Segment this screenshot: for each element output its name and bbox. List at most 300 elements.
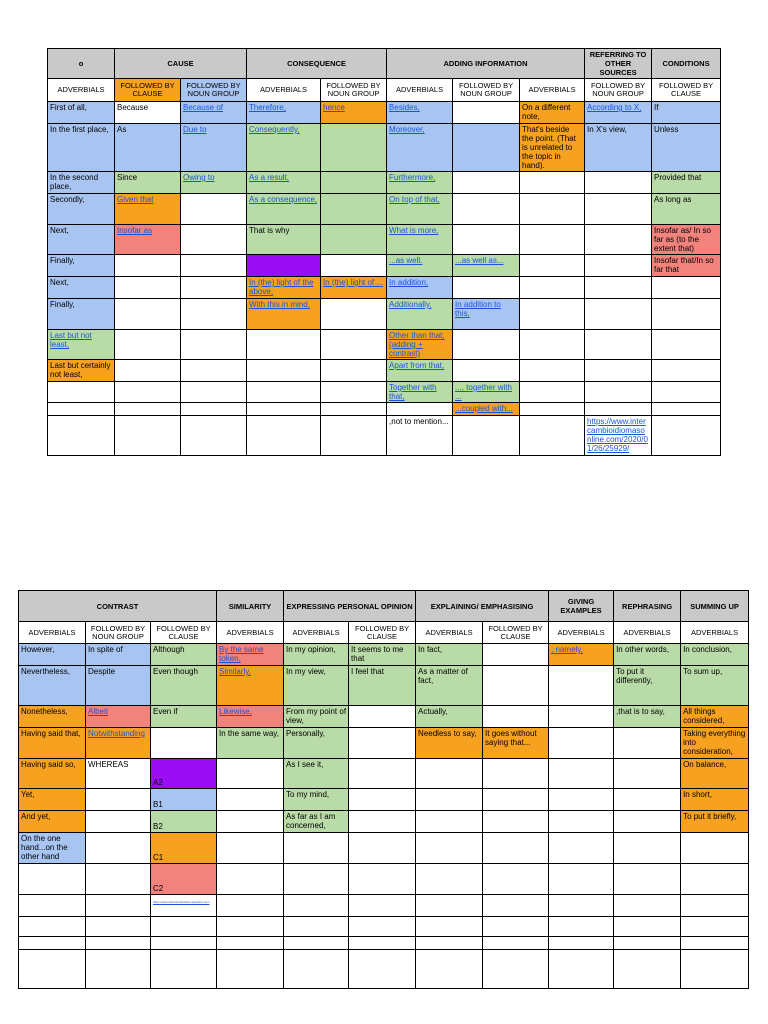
table-cell [416, 789, 483, 811]
table-cell: ,that is to say, [614, 706, 681, 728]
table-cell [652, 416, 721, 456]
table-cell [86, 937, 151, 950]
table-cell: In the first place, [48, 124, 115, 172]
table-cell [284, 950, 349, 989]
cell-link[interactable]: As a consequence, [249, 195, 318, 204]
table-cell [483, 917, 549, 937]
table-cell [585, 172, 652, 194]
cell-link[interactable]: Likewise, [219, 707, 252, 716]
table-cell [652, 403, 721, 416]
table-cell [549, 895, 614, 917]
table-cell [321, 382, 387, 403]
level-a2-cell: A2 [151, 759, 217, 789]
table-cell [151, 950, 217, 989]
level-b2-cell: B2 [151, 811, 217, 833]
table-cell [321, 194, 387, 225]
subheader: FOLLOWED BY NOUN GROUP [585, 79, 652, 102]
table-cell [115, 277, 181, 299]
table-cell: It seems to me that [349, 644, 416, 666]
table-cell [349, 937, 416, 950]
table-cell: Nevertheless, [19, 666, 86, 706]
cell-link[interactable]: As a result, [249, 173, 290, 182]
table-cell [416, 917, 483, 937]
header-summing-up: SUMMING UP [681, 591, 749, 622]
table-cell [585, 360, 652, 382]
header-explaining: EXPLAINING/ EMPHASISING [416, 591, 549, 622]
table-cell [681, 833, 749, 864]
table-cell: In fact, [416, 644, 483, 666]
connectors-table-1 [47, 48, 721, 456]
table-cell [321, 330, 387, 360]
table-cell [453, 330, 520, 360]
table-cell [217, 917, 284, 937]
table-cell [181, 255, 247, 277]
table-cell [217, 789, 284, 811]
table-cell [520, 403, 585, 416]
table-cell [483, 666, 549, 706]
cell-link[interactable]: Consequently, [249, 125, 300, 134]
table-cell: Personally, [284, 728, 349, 759]
cell-link[interactable]: In (the) light of the above, [249, 278, 314, 296]
table-cell [483, 950, 549, 989]
table-cell [585, 255, 652, 277]
table-cell [181, 360, 247, 382]
subheader: FOLLOWED BY CLAUSE [115, 79, 181, 102]
table-cell: Finally, [48, 299, 115, 330]
header-rephrasing: REPHRASING [614, 591, 681, 622]
table-cell: Even though [151, 666, 217, 706]
table-cell [349, 759, 416, 789]
table-cell: That's beside the point. (That is unrelated to the topic in hand). [520, 124, 585, 172]
table-cell: Unless [652, 124, 721, 172]
table-cell [247, 102, 321, 124]
table-cell [181, 172, 247, 194]
table-cell [321, 277, 387, 299]
table-cell [453, 172, 520, 194]
table-cell [247, 194, 321, 225]
table-cell: From my point of view, [284, 706, 349, 728]
table-cell [86, 917, 151, 937]
table-cell [585, 194, 652, 225]
table-cell [387, 277, 453, 299]
header-referring: REFERRING TO OTHER SOURCES [585, 49, 652, 79]
table-cell: On balance, [681, 759, 749, 789]
table-cell [652, 299, 721, 330]
table-cell [86, 895, 151, 917]
table-cell [681, 895, 749, 917]
table-cell [19, 950, 86, 989]
cell-link[interactable]: Additionally, [389, 300, 432, 309]
subheader: ADVERBIALS [19, 622, 86, 644]
table-cell [387, 194, 453, 225]
table-cell [520, 255, 585, 277]
table-cell [416, 759, 483, 789]
table-cell [614, 950, 681, 989]
table-cell [549, 950, 614, 989]
table-cell [453, 403, 520, 416]
table-cell [416, 811, 483, 833]
table-cell [181, 416, 247, 456]
table-cell [217, 950, 284, 989]
table-cell [453, 124, 520, 172]
table-cell [585, 416, 652, 456]
cell-link[interactable]: , namely, [551, 645, 583, 654]
table-cell [453, 382, 520, 403]
table-cell [284, 833, 349, 864]
table-cell [247, 330, 321, 360]
table-cell [416, 950, 483, 989]
cell-link[interactable]: Together with that, [389, 383, 437, 401]
table-cell [349, 864, 416, 895]
table-cell: ,not to mention... [387, 416, 453, 456]
table-cell: In short, [681, 789, 749, 811]
table-cell [151, 917, 217, 937]
table-cell [387, 382, 453, 403]
table-cell [247, 277, 321, 299]
table-cell [549, 706, 614, 728]
table-cell [115, 330, 181, 360]
table-cell [181, 403, 247, 416]
table-cell: In my view, [284, 666, 349, 706]
table-cell [321, 172, 387, 194]
table-cell: First of all, [48, 102, 115, 124]
table-cell [549, 811, 614, 833]
table-cell [387, 330, 453, 360]
table-cell [284, 864, 349, 895]
table-cell: To my mind, [284, 789, 349, 811]
table-cell [19, 895, 86, 917]
table-cell [217, 864, 284, 895]
subheader: FOLLOWED BY NOUN GROUP [321, 79, 387, 102]
tiny-link[interactable]: https://www.intercambioidiomasonline.com [153, 900, 210, 904]
table-cell [247, 416, 321, 456]
table-cell: Insofar as/ In so far as (to the extent that) [652, 225, 721, 255]
level-b1-cell: B1 [151, 789, 217, 811]
table-cell [483, 811, 549, 833]
table-cell [614, 833, 681, 864]
table-cell [217, 937, 284, 950]
table-cell [549, 937, 614, 950]
table-cell [349, 789, 416, 811]
table-cell [614, 728, 681, 759]
table-cell [349, 895, 416, 917]
table-cell: In the second place, [48, 172, 115, 194]
table-cell [151, 937, 217, 950]
subheader: ADVERBIALS [217, 622, 284, 644]
table-cell: Next, [48, 225, 115, 255]
cell-link[interactable]: Moreover, [389, 125, 425, 134]
table-cell [247, 403, 321, 416]
table-cell [48, 416, 115, 456]
table-cell [416, 833, 483, 864]
table-cell [387, 255, 453, 277]
table-cell [483, 759, 549, 789]
table-cell [217, 833, 284, 864]
header-consequence: CONSEQUENCE [247, 49, 387, 79]
table-cell [115, 382, 181, 403]
table-cell [483, 789, 549, 811]
table-cell [549, 728, 614, 759]
table-cell: In conclusion, [681, 644, 749, 666]
table-cell [585, 299, 652, 330]
cell-link[interactable]: In (the) light of ... [323, 278, 384, 287]
subheader: ADVERBIALS [520, 79, 585, 102]
table-cell [151, 728, 217, 759]
cell-link[interactable]: Owing to [183, 173, 215, 182]
table-cell [483, 644, 549, 666]
table-cell [115, 416, 181, 456]
table-cell [19, 864, 86, 895]
table-cell [284, 937, 349, 950]
table-cell [48, 403, 115, 416]
table-cell [416, 864, 483, 895]
table-cell [585, 277, 652, 299]
table-cell [681, 864, 749, 895]
subheader: FOLLOWED BY NOUN GROUP [86, 622, 151, 644]
source-url-link[interactable]: https://www.intercambioidiomasonline.com/2020/01/26/25929/ [587, 417, 648, 453]
table-cell [652, 330, 721, 360]
table-cell [349, 728, 416, 759]
table-cell [115, 194, 181, 225]
cell-link[interactable]: In addition to this, [455, 300, 501, 318]
table-cell: In my opinion, [284, 644, 349, 666]
cell-link[interactable]: Notwithstanding [88, 729, 145, 738]
table-cell: It goes without saying that... [483, 728, 549, 759]
table-cell: In other words, [614, 644, 681, 666]
cell-link[interactable]: Other than that, (adding + contrast) [389, 331, 445, 358]
table-cell: Since [115, 172, 181, 194]
table-cell: Needless to say, [416, 728, 483, 759]
subheader: ADVERBIALS [247, 79, 321, 102]
table-cell: Yet, [19, 789, 86, 811]
cell-link[interactable]: Due to [183, 125, 207, 134]
table-cell [387, 172, 453, 194]
table-cell: I feel that [349, 666, 416, 706]
table-cell: All things considered, [681, 706, 749, 728]
table-cell: Secondly, [48, 194, 115, 225]
table-cell [217, 706, 284, 728]
table-cell: Provided that [652, 172, 721, 194]
cell-link[interactable]: ...as well as... [455, 256, 504, 265]
table-cell: On a different note, [520, 102, 585, 124]
cell-link[interactable]: Similarly, [219, 667, 251, 676]
table-cell [585, 225, 652, 255]
table-cell [453, 225, 520, 255]
table-cell [549, 759, 614, 789]
table-cell [387, 124, 453, 172]
table-cell: In spite of [86, 644, 151, 666]
cell-link[interactable]: Given that [117, 195, 154, 204]
table-cell [549, 666, 614, 706]
subheader: ADVERBIALS [549, 622, 614, 644]
table-cell [181, 299, 247, 330]
subheader: ADVERBIALS [681, 622, 749, 644]
connectors-table-2 [18, 590, 749, 989]
cell-link[interactable]: hence [323, 103, 345, 112]
table-cell [387, 360, 453, 382]
header-conditions: CONDITIONS [652, 49, 721, 79]
header-cause: CAUSE [115, 49, 247, 79]
table-cell: As I see it, [284, 759, 349, 789]
table-cell [181, 225, 247, 255]
table-cell: Insofar that/In so far that [652, 255, 721, 277]
table-cell [19, 917, 86, 937]
table-cell [483, 706, 549, 728]
header-similarity: SIMILARITY [217, 591, 284, 622]
table-cell: Actually, [416, 706, 483, 728]
table-cell [416, 937, 483, 950]
table-cell [416, 895, 483, 917]
table-cell [614, 811, 681, 833]
table-cell [520, 194, 585, 225]
table-cell [321, 255, 387, 277]
table-cell: Last but certainly not least, [48, 360, 115, 382]
table-cell [19, 937, 86, 950]
purple-swatch-cell [247, 255, 321, 277]
table-cell [483, 833, 549, 864]
cell-link[interactable]: Apart from that, [389, 361, 445, 370]
cell-link[interactable]: With this in mind, [249, 300, 310, 309]
level-c1-cell: C1 [151, 833, 217, 864]
cell-link[interactable]: According to X, [587, 103, 642, 112]
cell-link[interactable]: Furthermore, [389, 173, 436, 182]
cell-link[interactable]: Besides, [389, 103, 420, 112]
table-cell [387, 299, 453, 330]
table-cell [181, 277, 247, 299]
subheader: FOLLOWED BY CLAUSE [483, 622, 549, 644]
table-cell [217, 644, 284, 666]
table-cell [86, 728, 151, 759]
table-cell [453, 299, 520, 330]
table-cell [217, 759, 284, 789]
cell-link[interactable]: ...as well. [389, 256, 423, 265]
table-cell [181, 330, 247, 360]
table-cell [652, 360, 721, 382]
table-cell: Nonetheless, [19, 706, 86, 728]
table-cell: That is why [247, 225, 321, 255]
header-giving-examples: GIVING EXAMPLES [549, 591, 614, 622]
table-cell: As far as I am concerned, [284, 811, 349, 833]
cell-link[interactable]: ...coupled with... [455, 404, 513, 413]
table-cell [247, 172, 321, 194]
table-cell [86, 833, 151, 864]
table-cell: Taking everything into consideration, [681, 728, 749, 759]
table-cell [585, 330, 652, 360]
table-cell: As a matter of fact, [416, 666, 483, 706]
table-cell: Even if [151, 706, 217, 728]
cell-link[interactable]: What is more, [389, 226, 439, 235]
cell-link[interactable]: Albeit [88, 707, 109, 716]
table-cell [549, 917, 614, 937]
table-cell [387, 403, 453, 416]
table-cell [520, 172, 585, 194]
table-cell [115, 299, 181, 330]
cell-link[interactable]: ..., together with ... [455, 383, 512, 401]
table-cell [48, 330, 115, 360]
subheader: FOLLOWED BY CLAUSE [151, 622, 217, 644]
table-cell [217, 666, 284, 706]
header-contrast: CONTRAST [19, 591, 217, 622]
table-cell [284, 895, 349, 917]
table-cell [181, 102, 247, 124]
subheader: ADVERBIALS [284, 622, 349, 644]
table-cell [453, 277, 520, 299]
table-cell [349, 950, 416, 989]
table-cell [115, 225, 181, 255]
table-cell [520, 299, 585, 330]
table-cell [284, 917, 349, 937]
table-cell [453, 360, 520, 382]
cell-link[interactable]: On top of that, [389, 195, 440, 204]
table-cell [349, 833, 416, 864]
cell-link[interactable]: Insofar as [117, 226, 153, 235]
table-cell [217, 811, 284, 833]
subheader: ADVERBIALS [387, 79, 453, 102]
cell-link[interactable]: In addition, [389, 278, 429, 287]
header-adding-information: ADDING INFORMATION [387, 49, 585, 79]
table-cell: Because [115, 102, 181, 124]
table-cell [614, 917, 681, 937]
cell-link[interactable]: Because of [183, 103, 224, 112]
table-cell [585, 382, 652, 403]
header-o: o [48, 49, 115, 79]
subheader: FOLLOWED BY CLAUSE [652, 79, 721, 102]
table-cell [321, 124, 387, 172]
table-cell [349, 706, 416, 728]
table-cell [585, 403, 652, 416]
table-cell: Having said that, [19, 728, 86, 759]
table-cell [614, 937, 681, 950]
table-cell: If [652, 102, 721, 124]
subheader: FOLLOWED BY CLAUSE [349, 622, 416, 644]
table-cell: Having said so, [19, 759, 86, 789]
table-cell: To sum up, [681, 666, 749, 706]
table-cell [247, 360, 321, 382]
table-cell: WHEREAS [86, 759, 151, 789]
table-cell [549, 864, 614, 895]
table-cell [453, 194, 520, 225]
level-c2-cell: C2 [151, 864, 217, 895]
table-cell [520, 382, 585, 403]
cell-link[interactable]: Last but not least, [50, 331, 92, 349]
table-cell [321, 403, 387, 416]
table-cell [217, 895, 284, 917]
table-cell: Despite [86, 666, 151, 706]
header-personal-opinion: EXPRESSING PERSONAL OPINION [284, 591, 416, 622]
table-cell [520, 330, 585, 360]
table-cell [247, 299, 321, 330]
table-cell [181, 124, 247, 172]
table-cell: In the same way, [217, 728, 284, 759]
table-cell [614, 789, 681, 811]
table-cell [349, 811, 416, 833]
cell-link[interactable]: Therefore, [249, 103, 286, 112]
table-cell [387, 225, 453, 255]
table-cell [181, 382, 247, 403]
table-cell [115, 255, 181, 277]
table-cell [681, 917, 749, 937]
table-cell [453, 102, 520, 124]
table-cell [115, 403, 181, 416]
table-cell: In X's view, [585, 124, 652, 172]
table-cell [86, 950, 151, 989]
table-cell: To put it differently, [614, 666, 681, 706]
table-cell [48, 382, 115, 403]
cell-link[interactable]: By the same token, [219, 645, 264, 663]
table-cell: And yet, [19, 811, 86, 833]
subheader: ADVERBIALS [614, 622, 681, 644]
subheader: ADVERBIALS [48, 79, 115, 102]
